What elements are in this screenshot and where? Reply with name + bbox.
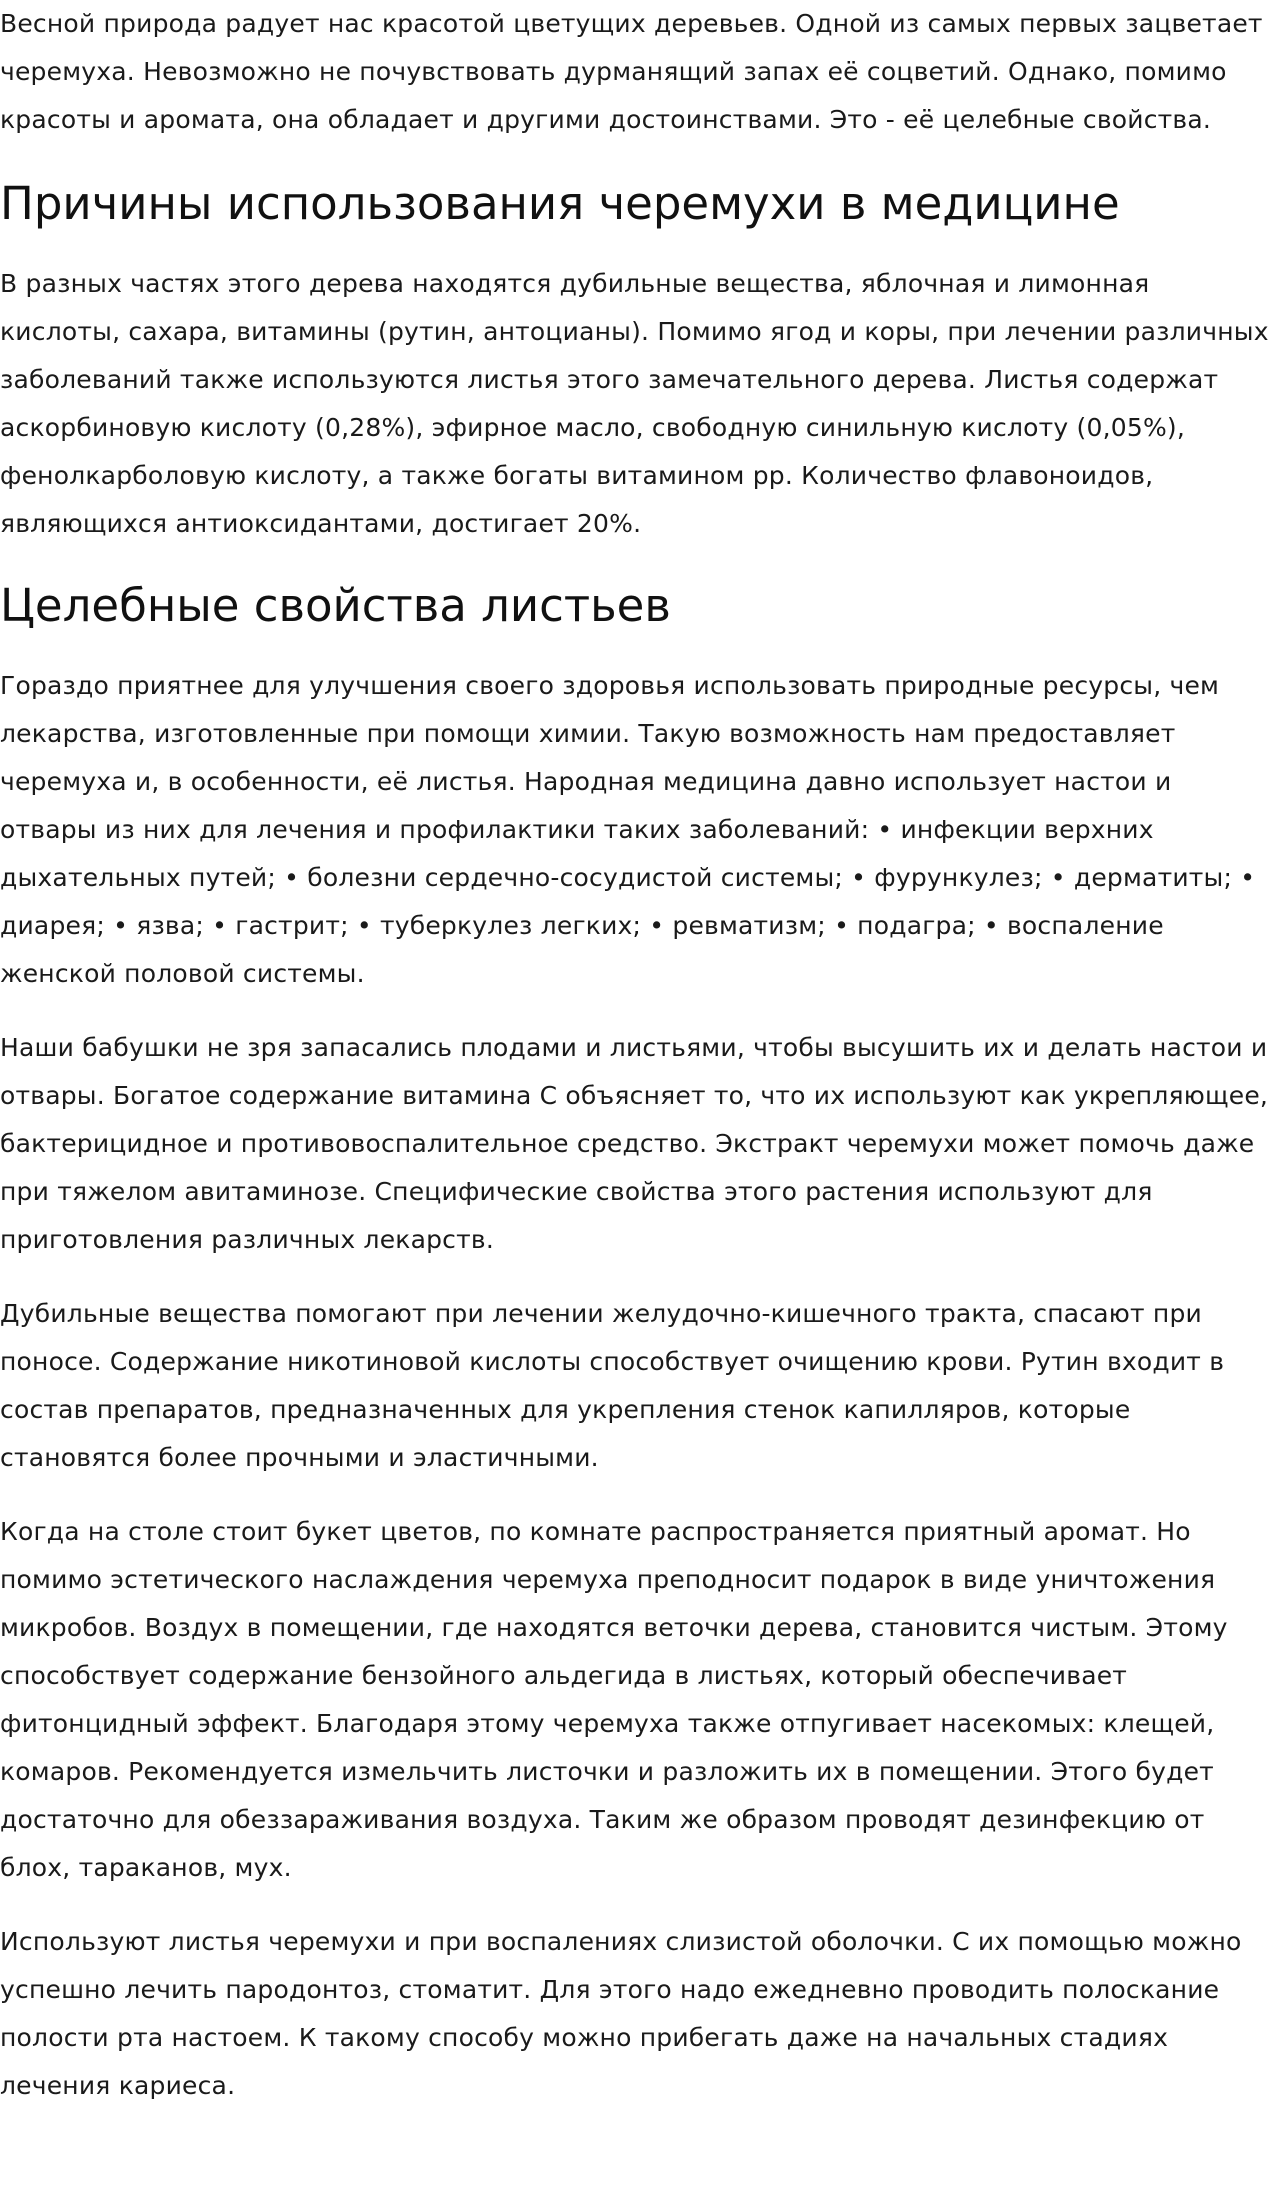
paragraph-diseases-list: Гораздо приятнее для улучшения своего здоровья использовать природные ресурсы, чем лекарства, изготовленные при помощи химии. Такую возможность нам предоставляет черемуха и, в особенности, её листья. Народная медицина давно использует настои и отвары из них для лечения и профилактики таких заболеваний: • инфекции верхних дыхательных путей; • болезни сердечно-сосудистой системы; • фурункулез; • дерматиты; • диарея; • язва; • гастрит; • туберкулез легких; • ревматизм; • подагра; • воспаление женской половой системы. xyxy=(0,671,1256,988)
paragraph-composition: В разных частях этого дерева находятся дубильные вещества, яблочная и лимонная кислоты, сахара, витамины (рутин, антоцианы). Помимо ягод и коры, при лечении различных заболеваний также используются листья этого замечательного дерева. Листья содержат аскорбиновую кислоту (0,28%), эфирное масло, свободную синильную кислоту (0,05%), фенолкарболовую кислоту, а также богаты витамином рр. Количество флавоноидов, являющихся антиоксидантами, достигает 20%. xyxy=(0,269,1269,538)
paragraph-aroma-microbes: Когда на столе стоит букет цветов, по комнате распространяется приятный аромат. Но помимо эстетического наслаждения черемуха преподносит подарок в виде уничтожения микробов. Воздух в помещении, где находятся веточки дерева, становится чистым. Этому способствует содержание бензойного альдегида в листьях, который обеспечивает фитонцидный эффект. Благодаря этому черемуха также отпугивает насекомых: клещей, комаров. Рекомендуется измельчить листочки и разложить их в помещении. Этого будет достаточно для обеззараживания воздуха. Таким же образом проводят дезинфекцию от блох, тараканов, мух. xyxy=(0,1517,1228,1882)
section-heading-medicine-reasons: Причины использования черемухи в медицине xyxy=(0,177,1120,230)
paragraph-vitamin-c: Наши бабушки не зря запасались плодами и листьями, чтобы высушить их и делать настои и отвары. Богатое содержание витамина С объясняет то, что их используют как укрепляющее, бактерицидное и противовоспалительное средство. Экстракт черемухи может помочь даже при тяжелом авитаминозе. Специфические свойства этого растения используют для приготовления различных лекарств. xyxy=(0,1033,1269,1254)
intro-paragraph: Весной природа радует нас красотой цветущих деревьев. Одной из самых первых зацветает черемуха. Невозможно не почувствовать дурманящий запах её соцветий. Однако, помимо красоты и аромата, она обладает и другими достоинствами. Это - её целебные свойства. xyxy=(0,9,1263,134)
paragraph-tannins: Дубильные вещества помогают при лечении желудочно-кишечного тракта, спасают при поносе. Содержание никотиновой кислоты способствует очищению крови. Рутин входит в состав препаратов, предназначенных для укрепления стенок капилляров, которые становятся более прочными и эластичными. xyxy=(0,1299,1225,1472)
section-heading-leaf-properties: Целебные свойства листьев xyxy=(0,579,671,632)
paragraph-mucosa: Используют листья черемухи и при воспалениях слизистой оболочки. С их помощью можно успешно лечить пародонтоз, стоматит. Для этого надо ежедневно проводить полоскание полости рта настоем. К такому способу можно прибегать даже на начальных стадиях лечения кариеса. xyxy=(0,1927,1242,2100)
